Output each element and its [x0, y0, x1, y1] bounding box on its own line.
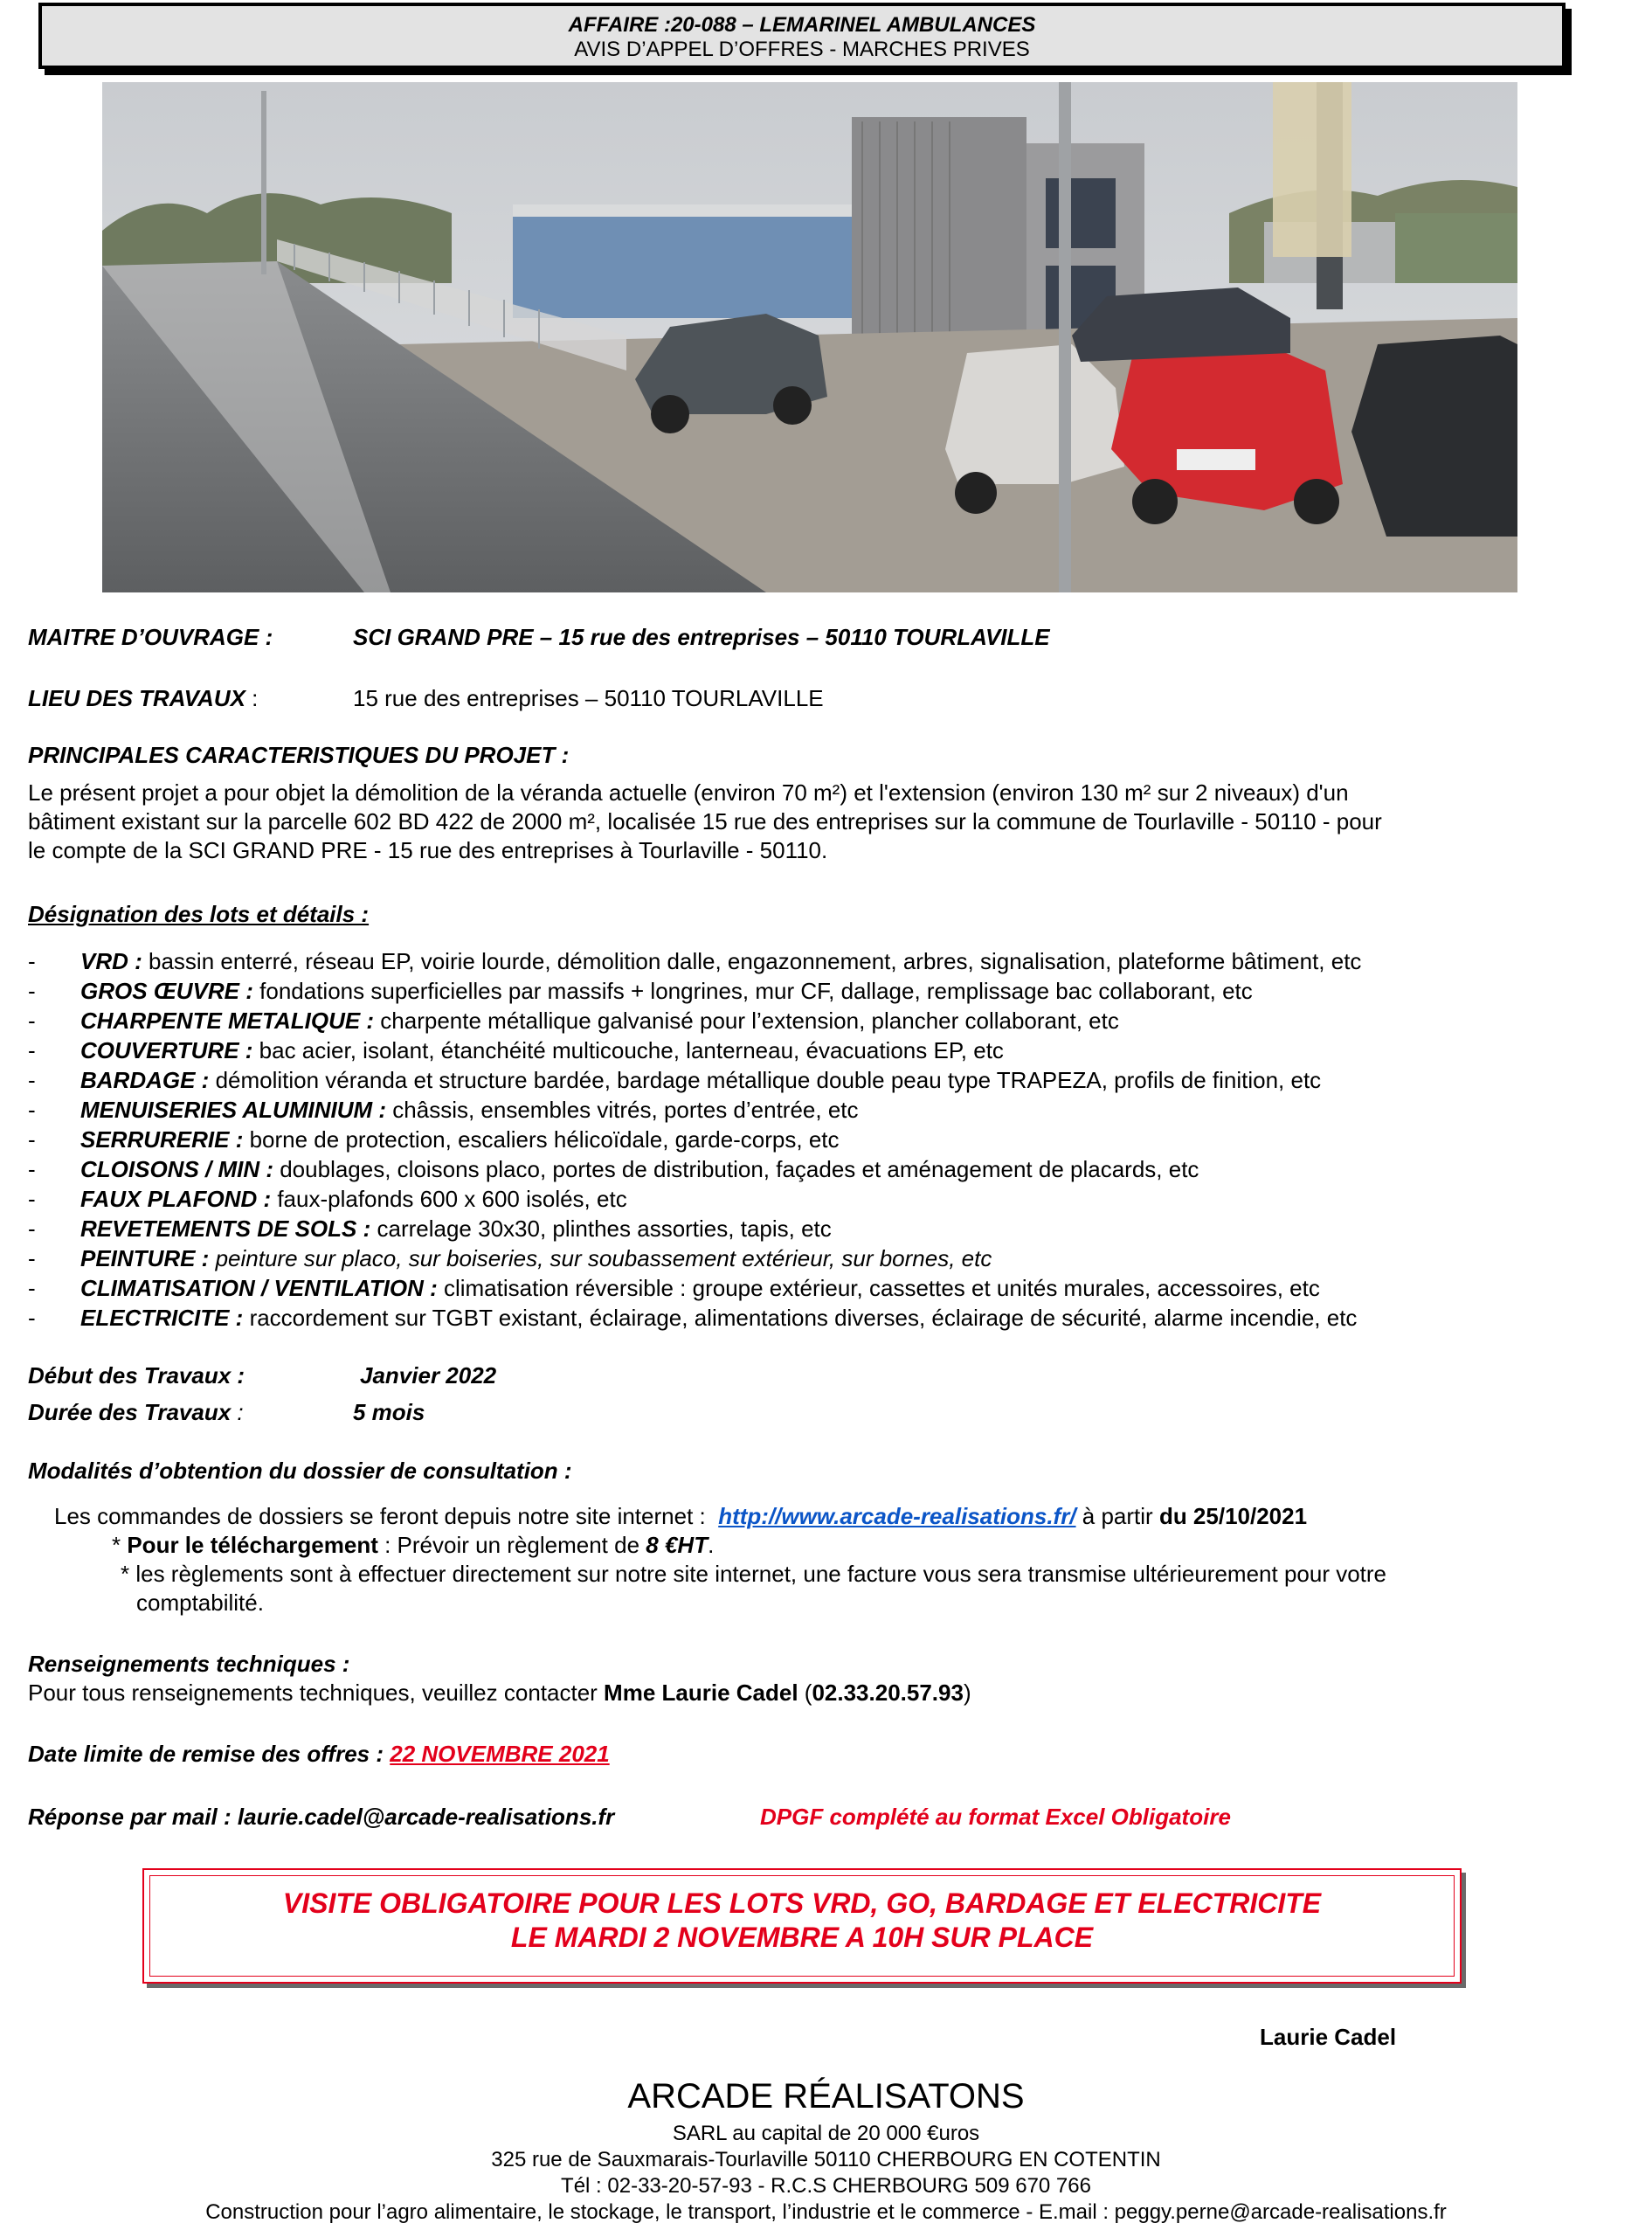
website-link[interactable]: http://www.arcade-realisations.fr/: [718, 1503, 1076, 1529]
lieu-label: LIEU DES TRAVAUX: [28, 685, 245, 711]
lot-description: démolition véranda et structure bardée, bardage métallique double peau type TRAPEZA, profils de finition, etc: [209, 1067, 1322, 1093]
lot-name: GROS ŒUVRE :: [80, 978, 253, 1004]
lot-description: bassin enterré, réseau EP, voirie lourde, démolition dalle, engazonnement, arbres, signalisation, plateforme bâtiment, etc: [142, 948, 1362, 974]
lot-dash: -: [28, 1215, 36, 1242]
signature: Laurie Cadel: [1260, 2024, 1397, 2050]
renseignements-close: ): [963, 1679, 971, 1706]
renseignements-title: Renseignements techniques :: [28, 1651, 350, 1677]
lot-name: PEINTURE :: [80, 1245, 210, 1271]
lot-dash: -: [28, 978, 36, 1004]
lot-row: [28, 1035, 1635, 1065]
lots-list: [28, 946, 1635, 1333]
visit-line-1: VISITE OBLIGATOIRE POUR LES LOTS VRD, GO, BARDAGE ET ELECTRICITE: [282, 1887, 1322, 1919]
modalites-line-2-star: *: [112, 1532, 128, 1558]
contact-name: Mme Laurie Cadel: [604, 1679, 798, 1706]
lot-description: faux-plafonds 600 x 600 isolés, etc: [271, 1186, 627, 1212]
lot-name: CLIMATISATION / VENTILATION :: [80, 1275, 438, 1301]
lot-name: ELECTRICITE :: [80, 1305, 244, 1331]
lot-dash: -: [28, 1067, 36, 1093]
duree-label-row: [28, 1398, 244, 1427]
modalites-title: Modalités d’obtention du dossier de consultation :: [28, 1458, 572, 1484]
lots-title: Désignation des lots et détails :: [28, 901, 370, 927]
visit-notice-box: [142, 1868, 1462, 1984]
lot-name: CHARPENTE METALIQUE :: [80, 1008, 375, 1034]
footer-company: ARCADE RÉALISATONS: [627, 2077, 1025, 2116]
caracteristiques-text: [28, 779, 1640, 865]
lot-row: [28, 1214, 1635, 1243]
lot-description: châssis, ensembles vitrés, portes d’entrée, etc: [386, 1097, 859, 1123]
modalites-line-2-text: : Prévoir un règlement de: [377, 1532, 646, 1558]
renseignements-open: (: [798, 1679, 812, 1706]
renseignements-intro: Pour tous renseignements techniques, veuillez contacter: [28, 1679, 605, 1706]
lot-description: borne de protection, escaliers hélicoïdale, garde-corps, etc: [243, 1126, 840, 1153]
reponse-mail: Réponse par mail : laurie.cadel@arcade-realisations.fr: [28, 1804, 615, 1830]
modalites-start-date: du 25/10/2021: [1158, 1503, 1308, 1529]
lot-dash: -: [28, 1037, 36, 1063]
maitre-ouvrage-label: MAITRE D’OUVRAGE :: [28, 624, 273, 650]
lot-name: MENUISERIES ALUMINIUM :: [80, 1097, 387, 1123]
modalites-line-2-end: .: [708, 1532, 715, 1558]
caracteristiques-line-2: bâtiment existant sur la parcelle 602 BD 422 de 2000 m², localisée 15 rue des entreprises sur la commune de Tourlaville - 50110 - pour: [28, 808, 1382, 835]
notice-subtitle: AVIS D’APPEL D’OFFRES - MARCHES PRIVES: [574, 38, 1030, 61]
lot-row: [28, 1184, 1635, 1214]
lot-name: BARDAGE :: [80, 1067, 210, 1093]
lot-row: [28, 1243, 1635, 1273]
lot-row: [28, 1273, 1635, 1303]
header-banner: [38, 3, 1566, 69]
debut-value: Janvier 2022: [360, 1362, 497, 1389]
lot-dash: -: [28, 1126, 36, 1153]
caracteristiques-title: PRINCIPALES CARACTERISTIQUES DU PROJET :: [28, 742, 570, 768]
modalites-line-2: [112, 1531, 714, 1560]
modalites-line-1-text: Les commandes de dossiers se feront depuis notre site internet :: [54, 1503, 712, 1529]
lot-row: [28, 976, 1635, 1006]
caracteristiques-line-3: le compte de la SCI GRAND PRE - 15 rue des entreprises à Tourlaville - 50110.: [28, 837, 828, 863]
lot-dash: -: [28, 1305, 36, 1331]
lot-name: VRD :: [80, 948, 142, 974]
affaire-title: AFFAIRE :20-088 – LEMARINEL AMBULANCES: [568, 13, 1036, 37]
date-limite-value: 22 NOVEMBRE 2021: [390, 1741, 610, 1767]
lot-row: [28, 1154, 1635, 1184]
caracteristiques-line-1: Le présent projet a pour objet la démolition de la véranda actuelle (environ 70 m²) et l'extension (environ 130 m² sur 2 niveaux) d'un: [28, 779, 1349, 806]
lot-name: FAUX PLAFOND :: [80, 1186, 272, 1212]
maitre-ouvrage-value: SCI GRAND PRE – 15 rue des entreprises – 50110 TOURLAVILLE: [353, 624, 1050, 650]
lot-row: [28, 1065, 1635, 1095]
lieu-label-row: [28, 684, 258, 713]
footer-address: 325 rue de Sauxmarais-Tourlaville 50110 CHERBOURG EN COTENTIN: [491, 2148, 1161, 2171]
lot-dash: -: [28, 948, 36, 974]
site-photo: [102, 82, 1517, 592]
date-limite-row: [28, 1740, 610, 1769]
visit-notice-inner: [149, 1875, 1455, 1977]
lieu-colon: :: [245, 685, 259, 711]
dpgf-note: DPGF complété au format Excel Obligatoire: [760, 1804, 1231, 1830]
debut-label: Début des Travaux :: [28, 1362, 245, 1389]
lot-dash: -: [28, 1245, 36, 1271]
lot-dash: -: [28, 1156, 36, 1182]
lot-dash: -: [28, 1008, 36, 1034]
lieu-value: 15 rue des entreprises – 50110 TOURLAVILLE: [353, 685, 824, 711]
lot-description: climatisation réversible : groupe extérieur, cassettes et unités murales, accessoires, etc: [437, 1275, 1320, 1301]
footer-tel: Tél : 02-33-20-57-93 - R.C.S CHERBOURG 509 670 766: [561, 2174, 1091, 2198]
duree-label: Durée des Travaux: [28, 1399, 232, 1425]
duree-value: 5 mois: [353, 1399, 425, 1425]
lot-row: [28, 1125, 1635, 1154]
lot-description: peinture sur placo, sur boiseries, sur soubassement extérieur, sur bornes, etc: [209, 1245, 992, 1271]
lot-dash: -: [28, 1097, 36, 1123]
modalites-line-1: [54, 1502, 1307, 1531]
modalites-price: 8 €HT: [646, 1532, 708, 1558]
lot-description: doublages, cloisons placo, portes de distribution, façades et aménagement de placards, etc: [273, 1156, 1199, 1182]
lot-row: [28, 1095, 1635, 1125]
lot-description: fondations superficielles par massifs + longrines, mur CF, dallage, remplissage bac collaborant, etc: [252, 978, 1253, 1004]
lot-name: COUVERTURE :: [80, 1037, 253, 1063]
footer-capital: SARL au capital de 20 000 €uros: [672, 2122, 980, 2145]
contact-phone: 02.33.20.57.93: [812, 1679, 964, 1706]
lot-row: [28, 946, 1635, 976]
visit-line-2: LE MARDI 2 NOVEMBRE A 10H SUR PLACE: [510, 1922, 1094, 1953]
lot-description: charpente métallique galvanisé pour l’extension, plancher collaborant, etc: [374, 1008, 1119, 1034]
lot-row: [28, 1303, 1635, 1333]
lot-name: REVETEMENTS DE SOLS :: [80, 1215, 371, 1242]
lot-name: CLOISONS / MIN :: [80, 1156, 273, 1182]
lot-dash: -: [28, 1275, 36, 1301]
lot-dash: -: [28, 1186, 36, 1212]
lot-name: SERRURERIE :: [80, 1126, 244, 1153]
footer-activity: Construction pour l’agro alimentaire, le stockage, le transport, l’industrie et le commerce - E.mail : peggy.perne@arcade-realisations.fr: [205, 2200, 1447, 2224]
modalites-line-1-after: à partir: [1075, 1503, 1159, 1529]
renseignements-text: [28, 1679, 971, 1707]
modalites-line-3: * les règlements sont à effectuer directement sur notre site internet, une facture vous sera transmise ultérieurement pour votre: [121, 1561, 1387, 1587]
lot-description: bac acier, isolant, étanchéité multicouche, lanterneau, évacuations EP, etc: [252, 1037, 1004, 1063]
modalites-line-4: comptabilité.: [136, 1589, 264, 1616]
lot-row: [28, 1006, 1635, 1035]
lot-description: carrelage 30x30, plinthes assorties, tapis, etc: [370, 1215, 832, 1242]
lot-description: raccordement sur TGBT existant, éclairage, alimentations diverses, éclairage de sécurité, alarme incendie, etc: [243, 1305, 1358, 1331]
modalites-download-label: Pour le téléchargement: [127, 1532, 378, 1558]
date-limite-label: Date limite de remise des offres :: [28, 1741, 391, 1767]
duree-colon: :: [231, 1399, 244, 1425]
